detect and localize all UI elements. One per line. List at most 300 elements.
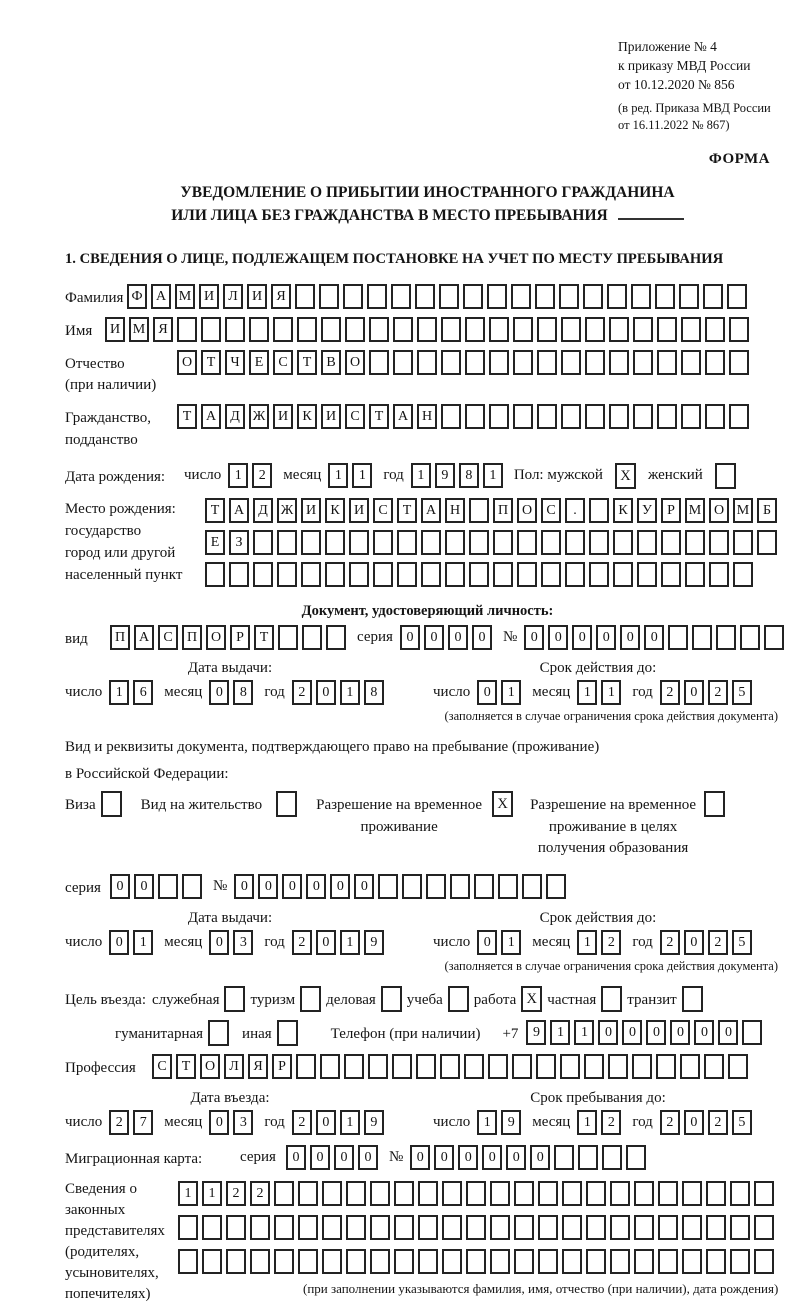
char-cell: 1	[601, 680, 621, 705]
representatives-row1	[178, 1181, 778, 1206]
char-cell: 0	[358, 1145, 378, 1170]
char-cell	[487, 284, 507, 309]
profession-cells	[152, 1054, 752, 1079]
char-cell	[274, 1215, 294, 1240]
char-cell: 0	[524, 625, 544, 650]
char-cell	[464, 1054, 484, 1079]
char-cell	[450, 874, 470, 899]
char-cell	[586, 1181, 606, 1206]
char-cell	[277, 562, 297, 587]
purpose-business-checkbox	[381, 986, 402, 1012]
migration-card-label: Миграционная карта:	[65, 1150, 203, 1167]
char-cell: М	[175, 284, 195, 309]
visit-purpose-row	[65, 986, 790, 1012]
purpose-official-label: служебная	[151, 991, 220, 1008]
char-cell	[706, 1215, 726, 1240]
char-cell: 0	[477, 930, 497, 955]
char-cell	[681, 350, 701, 375]
char-cell	[537, 404, 557, 429]
char-cell	[634, 1249, 654, 1274]
char-cell	[225, 317, 245, 342]
char-cell	[680, 1054, 700, 1079]
char-cell	[632, 1054, 652, 1079]
char-cell	[493, 562, 513, 587]
char-cell: 0	[134, 874, 154, 899]
appendix-block	[618, 38, 790, 135]
char-cell	[295, 284, 315, 309]
char-cell: 0	[448, 625, 468, 650]
char-cell	[418, 1215, 438, 1240]
amendment-line: (в ред. Приказа МВД России	[618, 100, 771, 115]
char-cell: Я	[271, 284, 291, 309]
char-cell	[343, 284, 363, 309]
char-cell	[729, 350, 749, 375]
char-cell	[655, 284, 675, 309]
char-cell	[466, 1249, 486, 1274]
char-cell: Ж	[249, 404, 269, 429]
char-cell	[637, 562, 657, 587]
char-cell	[730, 1181, 750, 1206]
char-cell	[513, 317, 533, 342]
char-cell: 0	[209, 1110, 229, 1135]
char-cell: 1	[109, 680, 129, 705]
char-cell	[415, 284, 435, 309]
char-cell: Т	[201, 350, 221, 375]
char-cell: 0	[258, 874, 278, 899]
char-cell: 1	[501, 930, 521, 955]
char-cell	[469, 562, 489, 587]
char-cell: Д	[253, 498, 273, 523]
char-cell: 2	[601, 1110, 621, 1135]
char-cell: 2	[708, 1110, 728, 1135]
char-cell	[682, 1181, 702, 1206]
char-cell	[740, 625, 760, 650]
purpose-business-label: деловая	[326, 991, 376, 1008]
amendment-block	[618, 100, 790, 135]
char-cell	[585, 404, 605, 429]
char-cell	[609, 350, 629, 375]
char-cell	[298, 1215, 318, 1240]
identity-doc-dates	[65, 660, 790, 705]
char-cell	[661, 530, 681, 555]
purpose-tourism-checkbox	[300, 986, 321, 1012]
birth-place-row2	[205, 530, 781, 555]
char-cell: 0	[282, 874, 302, 899]
doc-number-cells	[524, 625, 788, 650]
char-cell	[613, 530, 633, 555]
char-cell	[764, 625, 784, 650]
entry-date: Дата въезда: число 2 7 месяц 0 3 год 2 0 1 9	[65, 1090, 433, 1135]
char-cell	[298, 1249, 318, 1274]
char-cell	[633, 404, 653, 429]
char-cell: А	[229, 498, 249, 523]
given-name-cells	[105, 317, 753, 342]
char-cell	[442, 1249, 462, 1274]
entry-dates	[65, 1090, 790, 1135]
char-cell	[296, 1054, 316, 1079]
char-cell	[589, 498, 609, 523]
profession-label: Профессия	[65, 1059, 136, 1076]
representatives-row3	[178, 1249, 778, 1274]
char-cell: 0	[684, 1110, 704, 1135]
residence-issue-date: Дата выдачи: число 0 1 месяц 0 3 год 2 0 1 9	[65, 910, 433, 955]
char-cell	[392, 1054, 412, 1079]
char-cell: 0	[684, 680, 704, 705]
purpose-transit-checkbox	[682, 986, 703, 1012]
char-cell	[250, 1215, 270, 1240]
char-cell: 0	[400, 625, 420, 650]
char-cell	[393, 317, 413, 342]
char-cell: Т	[176, 1054, 196, 1079]
char-cell: 0	[109, 930, 129, 955]
char-cell	[346, 1215, 366, 1240]
char-cell: Т	[205, 498, 225, 523]
representatives-row2	[178, 1215, 778, 1240]
char-cell	[709, 562, 729, 587]
char-cell	[657, 350, 677, 375]
residence-doc-intro: Вид и реквизиты документа, подтверждающего право на пребывание (проживание) в Российской Федерации:	[65, 739, 600, 782]
char-cell: 0	[306, 874, 326, 899]
char-cell	[679, 284, 699, 309]
visit-purpose-row2	[65, 1020, 790, 1046]
char-cell	[253, 530, 273, 555]
char-cell	[249, 317, 269, 342]
purpose-study-checkbox	[448, 986, 469, 1012]
char-cell	[668, 625, 688, 650]
char-cell	[692, 625, 712, 650]
char-cell	[610, 1215, 630, 1240]
purpose-official-checkbox	[224, 986, 245, 1012]
purpose-private-label: частная	[547, 991, 597, 1008]
char-cell: 1	[133, 930, 153, 955]
char-cell: И	[349, 498, 369, 523]
char-cell: 3	[233, 1110, 253, 1135]
char-cell: 2	[708, 930, 728, 955]
amendment-line: от 16.11.2022 № 867)	[618, 118, 730, 133]
char-cell	[474, 874, 494, 899]
char-cell	[554, 1145, 574, 1170]
char-cell: 0	[506, 1145, 526, 1170]
char-cell: 0	[330, 874, 350, 899]
migration-series-label: серия	[240, 1148, 276, 1165]
char-cell: 1	[550, 1020, 570, 1045]
char-cell: 2	[292, 680, 312, 705]
char-cell: А	[201, 404, 221, 429]
char-cell: П	[182, 625, 202, 650]
patronymic-row	[65, 350, 790, 398]
char-cell: Л	[223, 284, 243, 309]
char-cell: 2	[660, 1110, 680, 1135]
char-cell	[201, 317, 221, 342]
phone-cells	[526, 1020, 766, 1045]
char-cell	[754, 1249, 774, 1274]
char-cell: 2	[292, 930, 312, 955]
char-cell	[637, 530, 657, 555]
visa-checkbox	[101, 791, 122, 817]
temp-residence-checkbox: X	[492, 791, 513, 817]
given-name-row	[65, 317, 790, 343]
residence-series-row	[65, 874, 790, 900]
char-cell	[733, 530, 753, 555]
char-cell	[229, 562, 249, 587]
char-cell: 0	[620, 625, 640, 650]
char-cell: М	[733, 498, 753, 523]
char-cell	[681, 404, 701, 429]
representatives-cells	[178, 1179, 778, 1297]
char-cell	[321, 317, 341, 342]
char-cell: 2	[601, 930, 621, 955]
char-cell	[610, 1181, 630, 1206]
purpose-work-label: работа	[473, 991, 517, 1008]
citizenship-label: Гражданство, подданство	[65, 410, 152, 448]
char-cell: 9	[526, 1020, 546, 1045]
char-cell	[585, 317, 605, 342]
char-cell	[322, 1181, 342, 1206]
char-cell: В	[321, 350, 341, 375]
char-cell	[634, 1215, 654, 1240]
char-cell	[489, 404, 509, 429]
char-cell	[493, 530, 513, 555]
char-cell	[681, 317, 701, 342]
char-cell	[445, 562, 465, 587]
char-cell	[517, 530, 537, 555]
char-cell	[418, 1249, 438, 1274]
surname-row	[65, 284, 790, 310]
char-cell: А	[134, 625, 154, 650]
char-cell: 1	[228, 463, 248, 488]
phone-label: Телефон (при наличии)	[330, 1025, 481, 1042]
stay-until-date: Срок пребывания до: число 1 9 месяц 1 2 год 2 0 2 5	[433, 1090, 763, 1135]
char-cell: 0	[209, 930, 229, 955]
char-cell: 9	[364, 1110, 384, 1135]
char-cell	[561, 404, 581, 429]
char-cell	[609, 317, 629, 342]
char-cell	[320, 1054, 340, 1079]
char-cell: .	[565, 498, 585, 523]
char-cell: 2	[708, 680, 728, 705]
char-cell: Н	[417, 404, 437, 429]
char-cell: 0	[286, 1145, 306, 1170]
char-cell: 0	[234, 874, 254, 899]
char-cell	[562, 1215, 582, 1240]
char-cell	[369, 350, 389, 375]
char-cell	[705, 317, 725, 342]
char-cell: Е	[205, 530, 225, 555]
char-cell: 0	[596, 625, 616, 650]
char-cell	[602, 1145, 622, 1170]
char-cell: 1	[328, 463, 348, 488]
purpose-other-label: иная	[242, 1025, 272, 1042]
char-cell	[657, 317, 677, 342]
char-cell: 0	[310, 1145, 330, 1170]
char-cell: 1	[202, 1181, 222, 1206]
char-cell: 1	[352, 463, 372, 488]
char-cell	[378, 874, 398, 899]
char-cell	[488, 1054, 508, 1079]
char-cell: И	[247, 284, 267, 309]
month-label: месяц	[283, 466, 322, 483]
char-cell	[586, 1249, 606, 1274]
char-cell	[607, 284, 627, 309]
birth-place-block	[65, 498, 790, 594]
char-cell	[367, 284, 387, 309]
char-cell	[561, 317, 581, 342]
char-cell	[394, 1215, 414, 1240]
migration-series-cells	[286, 1145, 382, 1170]
doc-series-label: серия	[357, 628, 393, 645]
char-cell	[273, 317, 293, 342]
char-cell	[585, 350, 605, 375]
char-cell	[562, 1249, 582, 1274]
title-blank-line	[618, 206, 684, 220]
char-cell	[319, 284, 339, 309]
char-cell: 0	[424, 625, 444, 650]
char-cell: К	[297, 404, 317, 429]
char-cell	[512, 1054, 532, 1079]
purpose-study-label: учеба	[406, 991, 443, 1008]
char-cell	[402, 874, 422, 899]
char-cell: С	[541, 498, 561, 523]
validity-note: (заполняется в случае ограничения срока действия документа)	[444, 709, 778, 724]
char-cell	[561, 350, 581, 375]
given-name-label: Имя	[65, 322, 93, 339]
char-cell	[517, 562, 537, 587]
char-cell: 1	[483, 463, 503, 488]
char-cell: Ж	[277, 498, 297, 523]
char-cell: К	[325, 498, 345, 523]
char-cell	[445, 530, 465, 555]
char-cell	[463, 284, 483, 309]
char-cell	[297, 317, 317, 342]
char-cell	[397, 562, 417, 587]
char-cell: 1	[477, 1110, 497, 1135]
char-cell: 7	[133, 1110, 153, 1135]
appendix-line: к приказу МВД России	[618, 57, 751, 73]
char-cell	[274, 1249, 294, 1274]
char-cell	[560, 1054, 580, 1079]
char-cell	[469, 530, 489, 555]
char-cell	[349, 530, 369, 555]
char-cell	[178, 1215, 198, 1240]
char-cell	[586, 1215, 606, 1240]
char-cell	[346, 1181, 366, 1206]
char-cell: Л	[224, 1054, 244, 1079]
char-cell	[442, 1215, 462, 1240]
char-cell: 0	[410, 1145, 430, 1170]
char-cell	[250, 1249, 270, 1274]
char-cell	[537, 317, 557, 342]
sex-male-label: Пол: мужской	[513, 466, 603, 483]
char-cell	[177, 317, 197, 342]
char-cell	[634, 1181, 654, 1206]
char-cell: Т	[177, 404, 197, 429]
char-cell	[608, 1054, 628, 1079]
char-cell	[322, 1215, 342, 1240]
char-cell	[730, 1215, 750, 1240]
residence-doc-dates	[65, 910, 790, 955]
char-cell: 5	[732, 930, 752, 955]
char-cell: С	[373, 498, 393, 523]
sex-female-label: женский	[647, 466, 703, 483]
char-cell	[441, 404, 461, 429]
char-cell	[536, 1054, 556, 1079]
char-cell	[706, 1249, 726, 1274]
identity-doc-row	[65, 625, 790, 651]
char-cell: 0	[670, 1020, 690, 1045]
char-cell	[301, 562, 321, 587]
char-cell	[490, 1249, 510, 1274]
char-cell: Т	[397, 498, 417, 523]
char-cell: 2	[250, 1181, 270, 1206]
char-cell: 1	[178, 1181, 198, 1206]
day-label: число	[184, 466, 222, 483]
char-cell	[344, 1054, 364, 1079]
char-cell: 2	[660, 680, 680, 705]
char-cell: 0	[209, 680, 229, 705]
char-cell: 9	[435, 463, 455, 488]
char-cell	[578, 1145, 598, 1170]
char-cell: Ф	[127, 284, 147, 309]
residence-number-cells	[234, 874, 570, 899]
residence-options-row	[65, 791, 790, 860]
char-cell	[705, 404, 725, 429]
char-cell: А	[421, 498, 441, 523]
char-cell: 0	[316, 1110, 336, 1135]
char-cell	[369, 317, 389, 342]
char-cell	[426, 874, 446, 899]
char-cell	[730, 1249, 750, 1274]
char-cell	[709, 530, 729, 555]
char-cell: 2	[660, 930, 680, 955]
char-cell	[729, 317, 749, 342]
char-cell: У	[637, 498, 657, 523]
char-cell: А	[151, 284, 171, 309]
char-cell: Д	[225, 404, 245, 429]
char-cell	[754, 1181, 774, 1206]
char-cell: Е	[249, 350, 269, 375]
char-cell	[465, 317, 485, 342]
birth-place-row3	[205, 562, 781, 587]
char-cell: С	[158, 625, 178, 650]
surname-cells	[127, 284, 751, 309]
char-cell: 1	[340, 930, 360, 955]
char-cell: О	[206, 625, 226, 650]
char-cell	[733, 562, 753, 587]
char-cell	[325, 562, 345, 587]
char-cell	[440, 1054, 460, 1079]
form-title-line1: УВЕДОМЛЕНИЕ О ПРИБЫТИИ ИНОСТРАННОГО ГРАЖДАНИНА	[180, 183, 675, 201]
char-cell	[658, 1249, 678, 1274]
char-cell	[562, 1181, 582, 1206]
char-cell	[498, 874, 518, 899]
representatives-label: Сведения о законных представителях (родителях, усыновителях, попечителях)	[65, 1181, 165, 1303]
char-cell: Р	[661, 498, 681, 523]
char-cell: 6	[133, 680, 153, 705]
char-cell: М	[685, 498, 705, 523]
char-cell: 0	[530, 1145, 550, 1170]
char-cell	[465, 350, 485, 375]
char-cell	[685, 530, 705, 555]
option-visa: Виза	[65, 791, 127, 817]
birth-place-label: Место рождения: государство город или другой населенный пункт	[65, 500, 183, 583]
profession-row	[65, 1054, 790, 1080]
char-cell: Т	[297, 350, 317, 375]
char-cell	[417, 350, 437, 375]
char-cell	[391, 284, 411, 309]
char-cell	[610, 1249, 630, 1274]
char-cell	[727, 284, 747, 309]
year-label: год	[383, 466, 404, 483]
